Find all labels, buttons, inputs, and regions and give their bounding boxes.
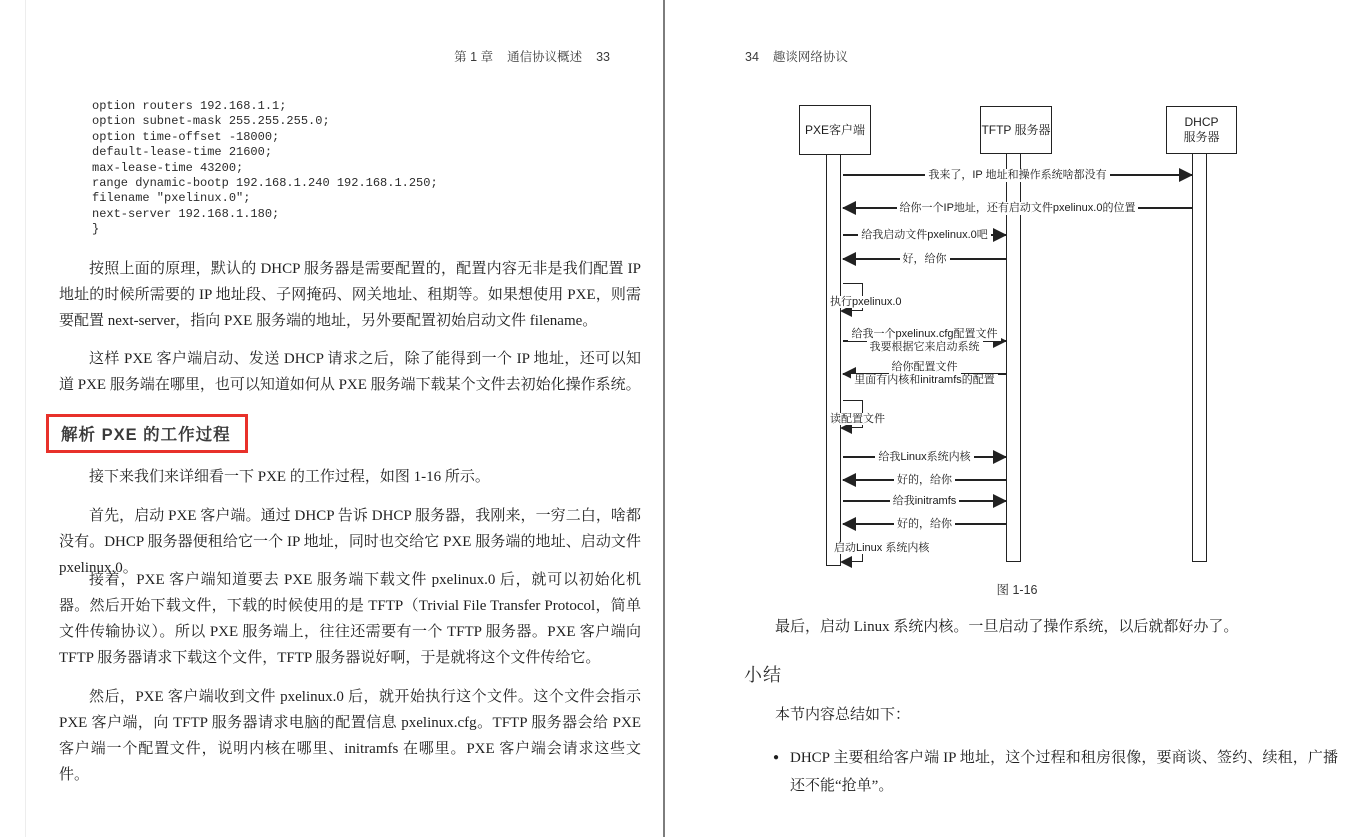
page-divider (663, 0, 665, 837)
message-12 (843, 514, 1006, 534)
message-label: 给我启动文件pxelinux.0吧 (858, 229, 991, 242)
message-label: 给我Linux系统内核 (875, 451, 973, 464)
code-line: max-lease-time 43200; (92, 160, 244, 175)
message-label: 里面有内核和initramfs的配置 (851, 374, 998, 387)
message-label: 好，给你 (900, 253, 950, 266)
lifeline-dhcp-server (1192, 152, 1207, 562)
chapter-title: 通信协议概述 (507, 50, 583, 64)
summary-heading: 小结 (744, 665, 782, 685)
paragraph: 首先，启动 PXE 客户端。通过 DHCP 告诉 DHCP 服务器，我刚来，一穷二白，啥都没有。DHCP 服务器便租给它一个 IP 地址，同时也交给它 PXE 服务端的地址、启动文件 pxelinux.0。 (59, 508, 641, 576)
paragraph: 然后，PXE 客户端收到文件 pxelinux.0 后，就开始执行这个文件。这个文件会指示 PXE 客户端，向 TFTP 服务器请求电脑的配置信息 pxelinux.cfg。TFTP 服务器会给 PXE 客户端一个配置文件，说明内核在哪里、initramfs 在哪里。PXE 客户端会请求这些文件。 (59, 689, 641, 783)
message-2 (843, 198, 1192, 218)
paragraph: 按照上面的原理，默认的 DHCP 服务器是需要配置的，配置内容无非是我们配置 IP 地址的时候所需要的 IP 地址段、子网掩码、网关地址、租期等。如果想使用 PXE，则需要配置 next-server，指向 PXE 服务端的地址，另外要配置初始启动文件 filename。 (59, 261, 641, 329)
book-title: 趣谈网络协议 (772, 50, 848, 64)
message-label: 好的，给你 (894, 474, 955, 487)
code-line: next-server 192.168.1.180; (92, 206, 280, 221)
code-line: option routers 192.168.1.1; (92, 99, 287, 113)
scan-edge-line (25, 0, 26, 837)
message-label: 给我一个pxelinux.cfg配置文件 (848, 328, 1000, 341)
self-message-5 (828, 292, 904, 310)
figure-caption: 图 1-16 (996, 583, 1038, 597)
right-running-head (745, 47, 848, 65)
paragraph: 接着，PXE 客户端知道要去 PXE 服务端下载文件 pxelinux.0 后，就可以初始化机器。然后开始下载文件，下载的时候使用的是 TFTP（Trivial File Transfer Protocol，简单文件传输协议）。所以 PXE 服务端上，往往还需要有一个 TFTP 服务器。PXE 客户端向 TFTP 服务器请求下载这个文件，TFTP 服务器说好啊，于是就将这个文件传给它。 (59, 572, 641, 666)
paragraph: 最后，启动 Linux 系统内核。一旦启动了操作系统，以后就都好办了。 (775, 619, 1239, 635)
page-number-left: 33 (596, 50, 610, 64)
message-label: 启动Linux 系统内核 (834, 542, 930, 554)
code-line: option time-offset -18000; (92, 129, 280, 144)
code-line: } (92, 222, 100, 237)
code-line: default-lease-time 21600; (92, 145, 273, 160)
bullet-icon: ● (773, 752, 780, 763)
actor-label: 服务器 (1183, 130, 1220, 144)
message-11 (843, 491, 1006, 511)
message-label: 我来了，IP 地址和操作系统啥都没有 (925, 169, 1109, 182)
self-message-8 (828, 409, 887, 427)
actor-tftp-server (980, 106, 1052, 154)
code-line: option subnet-mask 255.255.255.0; (92, 114, 330, 129)
chapter-label: 第 1 章 (454, 50, 494, 64)
message-label: 执行pxelinux.0 (830, 296, 902, 308)
page-number-right: 34 (745, 50, 759, 64)
message-label: 给我initramfs (890, 495, 960, 508)
code-line: range dynamic-bootp 192.168.1.240 192.168.1.250; (92, 176, 438, 191)
self-message-13 (832, 538, 931, 556)
message-4 (843, 249, 1006, 269)
paragraph: 本节内容总结如下： (775, 707, 911, 723)
paragraph: 这样 PXE 客户端启动、发送 DHCP 请求之后，除了能得到一个 IP 地址，还可以知道 PXE 服务端在哪里，也可以知道如何从 PXE 服务端下载某个文件去初始化操作系统。 (59, 351, 641, 393)
message-10 (843, 470, 1006, 490)
dhcp-config-code-block (92, 99, 438, 238)
section-heading-redbox (46, 414, 248, 453)
actor-label: DHCP (1184, 115, 1219, 129)
arrowhead-left-icon (840, 556, 852, 568)
code-line: filename "pxelinux.0"; (92, 191, 251, 206)
actor-dhcp-server (1166, 106, 1237, 154)
message-label: 读配置文件 (830, 413, 885, 425)
lifeline-pxe-client (826, 153, 841, 566)
paragraph: 接下来我们来详细看一下 PXE 的工作过程，如图 1-16 所示。 (89, 469, 490, 485)
actor-label: PXE客户端 (804, 122, 865, 137)
summary-bullet (773, 744, 1338, 800)
message-label: 好的，给你 (894, 518, 955, 531)
message-label: 我要根据它来启动系统 (867, 341, 983, 354)
message-9 (843, 447, 1006, 467)
left-running-head (330, 47, 610, 65)
section-heading-text: 解析 PXE 的工作过程 (61, 426, 231, 444)
message-label: 给你一个IP地址，还有启动文件pxelinux.0的位置 (897, 202, 1139, 215)
message-label: 给你配置文件 (889, 361, 961, 374)
message-3 (843, 225, 1006, 245)
bullet-text: DHCP 主要租给客户端 IP 地址，这个过程和租房很像，要商谈、签约、续租，广播还不能“抢单”。 (790, 750, 1338, 794)
message-6 (843, 324, 1006, 358)
message-1 (843, 165, 1192, 185)
actor-label: TFTP 服务器 (981, 122, 1051, 137)
message-7 (843, 357, 1006, 391)
actor-pxe-client (799, 105, 871, 155)
